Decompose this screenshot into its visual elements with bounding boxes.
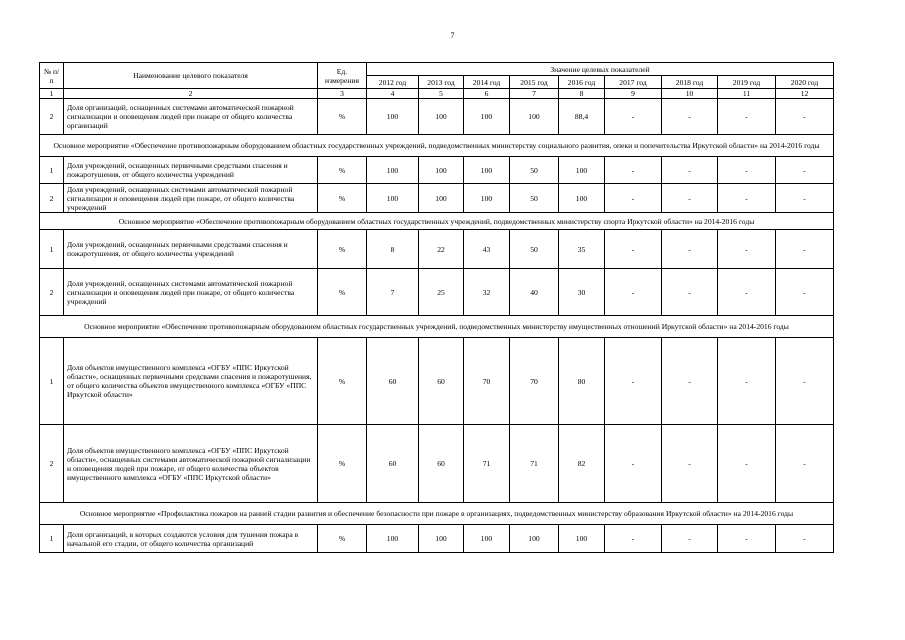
column-number: 2 xyxy=(64,89,318,99)
unit-cell: % xyxy=(318,184,367,213)
value-cell: - xyxy=(662,157,718,184)
column-number: 11 xyxy=(718,89,776,99)
value-cell: 50 xyxy=(510,184,559,213)
value-cell: 100 xyxy=(367,525,419,553)
value-cell: 60 xyxy=(367,338,419,425)
value-cell: 100 xyxy=(367,157,419,184)
value-cell: 35 xyxy=(559,230,605,269)
value-cell: 50 xyxy=(510,157,559,184)
header-year: 2020 год xyxy=(776,76,834,89)
value-cell: 32 xyxy=(464,269,510,316)
unit-cell: % xyxy=(318,425,367,503)
row-number: 2 xyxy=(40,269,64,316)
value-cell: 100 xyxy=(559,184,605,213)
indicator-row xyxy=(40,425,834,503)
value-cell: - xyxy=(605,338,662,425)
value-cell: - xyxy=(662,269,718,316)
indicator-row xyxy=(40,230,834,269)
unit-cell: % xyxy=(318,338,367,425)
indicator-row xyxy=(40,269,834,316)
section-row xyxy=(40,213,834,230)
value-cell: 82 xyxy=(559,425,605,503)
value-cell: - xyxy=(718,157,776,184)
value-cell: - xyxy=(605,269,662,316)
value-cell: - xyxy=(776,525,834,553)
column-number: 8 xyxy=(559,89,605,99)
value-cell: - xyxy=(776,157,834,184)
column-number: 12 xyxy=(776,89,834,99)
value-cell: 60 xyxy=(367,425,419,503)
indicator-name: Доля объектов имущественного комплекса «ОГБУ «ППС Иркутской области», оснащенных системами автоматической пожарной сигнализации и оповещения людей при пожаре, от общего количества объектов имущественного комплекса «ОГБУ «ППС Иркутской области» xyxy=(64,425,318,503)
header-year: 2012 год xyxy=(367,76,419,89)
row-number: 2 xyxy=(40,184,64,213)
value-cell: - xyxy=(718,269,776,316)
column-number: 7 xyxy=(510,89,559,99)
indicator-name: Доля учреждений, оснащенных системами автоматической пожарной сигнализации и оповещения людей при пожаре, от общего количества учреждений xyxy=(64,269,318,316)
value-cell: - xyxy=(605,157,662,184)
column-number: 5 xyxy=(419,89,464,99)
value-cell: 80 xyxy=(559,338,605,425)
header-name: Наименование целевого показателя xyxy=(64,63,318,89)
indicator-row xyxy=(40,525,834,553)
value-cell: 30 xyxy=(559,269,605,316)
unit-cell: % xyxy=(318,230,367,269)
value-cell: - xyxy=(776,184,834,213)
header-row-1 xyxy=(40,63,834,76)
value-cell: 70 xyxy=(464,338,510,425)
target-indicators-table xyxy=(39,62,834,553)
header-unit: Ед. измерения xyxy=(318,63,367,89)
column-number-row xyxy=(40,89,834,99)
value-cell: - xyxy=(718,425,776,503)
value-cell: - xyxy=(662,230,718,269)
value-cell: 7 xyxy=(367,269,419,316)
indicator-name: Доля учреждений, оснащенных системами автоматической пожарной сигнализации и оповещения людей при пожаре, от общего количества учреждений xyxy=(64,184,318,213)
value-cell: 100 xyxy=(510,525,559,553)
indicator-name: Доля организаций, оснащенных системами автоматической пожарной сигнализации и оповещения людей при пожаре от общего количества организаций xyxy=(64,99,318,135)
value-cell: 100 xyxy=(464,184,510,213)
value-cell: - xyxy=(776,425,834,503)
section-row xyxy=(40,135,834,157)
page-number: 7 xyxy=(450,31,455,40)
value-cell: 22 xyxy=(419,230,464,269)
indicator-name: Доля организаций, в которых создаются условия для тушения пожара в начальной его стадии, от общего количества организаций xyxy=(64,525,318,553)
value-cell: - xyxy=(718,230,776,269)
header-year: 2015 год xyxy=(510,76,559,89)
indicator-row xyxy=(40,184,834,213)
value-cell: - xyxy=(605,230,662,269)
value-cell: - xyxy=(718,525,776,553)
column-number: 3 xyxy=(318,89,367,99)
header-year: 2014 год xyxy=(464,76,510,89)
section-title: Основное мероприятие «Профилактика пожаров на ранней стадии развития и обеспечение безопасности при пожаре в организациях, подведомственных министерству образования Иркутской области» на 2014-2016 годы xyxy=(40,503,834,525)
value-cell: - xyxy=(605,99,662,135)
value-cell: - xyxy=(776,230,834,269)
section-row xyxy=(40,316,834,338)
section-title: Основное мероприятие «Обеспечение противопожарным оборудованием областных государственных учреждений, подведомственных министерству социального развития, опеки и попечительства Иркутской области» на 2014-2016 годы xyxy=(40,135,834,157)
row-number: 2 xyxy=(40,99,64,135)
indicator-row xyxy=(40,157,834,184)
value-cell: 100 xyxy=(464,99,510,135)
value-cell: 100 xyxy=(559,525,605,553)
header-year: 2016 год xyxy=(559,76,605,89)
unit-cell: % xyxy=(318,269,367,316)
value-cell: 88,4 xyxy=(559,99,605,135)
column-number: 4 xyxy=(367,89,419,99)
row-number: 1 xyxy=(40,157,64,184)
value-cell: 100 xyxy=(367,184,419,213)
indicator-name: Доля учреждений, оснащенных первичными средствами спасения и пожаротушения, от общего количества учреждений xyxy=(64,157,318,184)
section-title: Основное мероприятие «Обеспечение противопожарным оборудованием областных государственных учреждений, подведомственных министерству спорта Иркутской области» на 2014-2016 годы xyxy=(40,213,834,230)
value-cell: 25 xyxy=(419,269,464,316)
value-cell: 71 xyxy=(510,425,559,503)
value-cell: - xyxy=(662,99,718,135)
row-number: 2 xyxy=(40,425,64,503)
value-cell: - xyxy=(605,525,662,553)
header-year: 2017 год xyxy=(605,76,662,89)
value-cell: 100 xyxy=(367,99,419,135)
header-year: 2013 год xyxy=(419,76,464,89)
value-cell: - xyxy=(776,338,834,425)
header-year: 2019 год xyxy=(718,76,776,89)
value-cell: 43 xyxy=(464,230,510,269)
column-number: 6 xyxy=(464,89,510,99)
value-cell: - xyxy=(605,184,662,213)
unit-cell: % xyxy=(318,525,367,553)
header-num: № п/п xyxy=(40,63,64,89)
indicator-row xyxy=(40,338,834,425)
value-cell: - xyxy=(662,425,718,503)
indicator-name: Доля учреждений, оснащенных первичными средствами спасения и пожаротушения, от общего количества учреждений xyxy=(64,230,318,269)
value-cell: 70 xyxy=(510,338,559,425)
value-cell: 60 xyxy=(419,338,464,425)
row-number: 1 xyxy=(40,338,64,425)
value-cell: - xyxy=(776,269,834,316)
header-year: 2018 год xyxy=(662,76,718,89)
value-cell: 60 xyxy=(419,425,464,503)
value-cell: 100 xyxy=(464,157,510,184)
indicator-row xyxy=(40,99,834,135)
value-cell: 71 xyxy=(464,425,510,503)
value-cell: 100 xyxy=(464,525,510,553)
value-cell: 100 xyxy=(419,157,464,184)
value-cell: 40 xyxy=(510,269,559,316)
value-cell: 100 xyxy=(419,184,464,213)
header-values-title: Значение целевых показателей xyxy=(367,63,834,76)
value-cell: - xyxy=(718,338,776,425)
row-number: 1 xyxy=(40,525,64,553)
row-number: 1 xyxy=(40,230,64,269)
value-cell: - xyxy=(662,525,718,553)
value-cell: - xyxy=(776,99,834,135)
column-number: 10 xyxy=(662,89,718,99)
value-cell: - xyxy=(662,184,718,213)
unit-cell: % xyxy=(318,157,367,184)
value-cell: - xyxy=(718,184,776,213)
value-cell: 100 xyxy=(510,99,559,135)
section-title: Основное мероприятие «Обеспечение противопожарным оборудованием областных государственных учреждений, подведомственных министерству имущественных отношений Иркутской области» на 2014-2016 годы xyxy=(40,316,834,338)
value-cell: 8 xyxy=(367,230,419,269)
value-cell: 100 xyxy=(419,99,464,135)
indicator-name: Доля объектов имущественного комплекса «ОГБУ «ППС Иркутской области», оснащенных первичными средсвами спасения и пожаротушения, от общего количества объектов имущественного комплекса «ОГБУ «ППС Иркутской области» xyxy=(64,338,318,425)
value-cell: 100 xyxy=(559,157,605,184)
value-cell: - xyxy=(718,99,776,135)
unit-cell: % xyxy=(318,99,367,135)
value-cell: - xyxy=(662,338,718,425)
column-number: 1 xyxy=(40,89,64,99)
column-number: 9 xyxy=(605,89,662,99)
section-row xyxy=(40,503,834,525)
value-cell: 50 xyxy=(510,230,559,269)
value-cell: 100 xyxy=(419,525,464,553)
value-cell: - xyxy=(605,425,662,503)
